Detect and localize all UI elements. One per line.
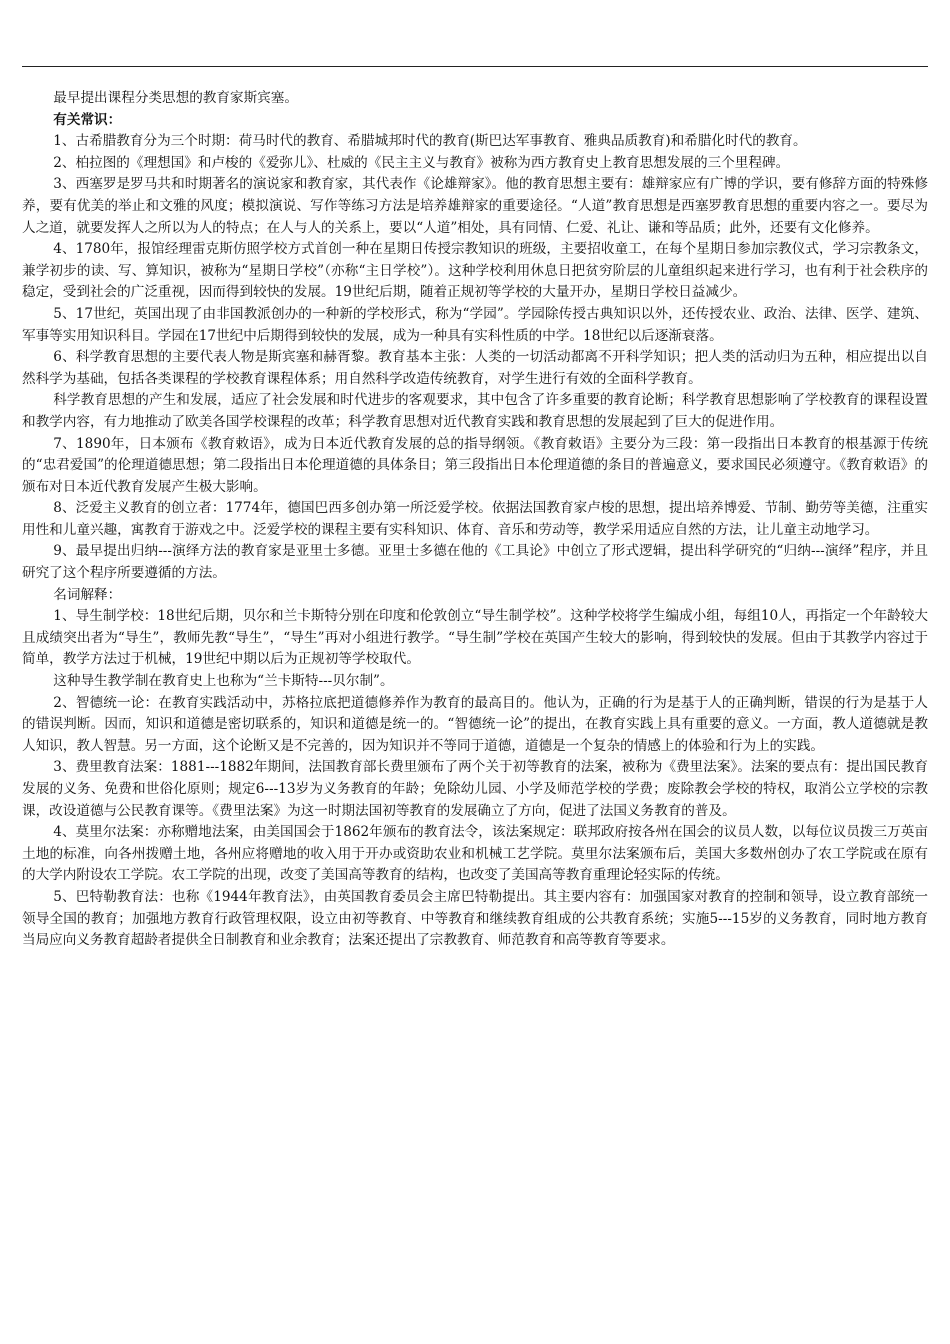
header-rule: [22, 66, 928, 67]
term-item-2: 2、智德统一论：在教育实践活动中，苏格拉底把道德修养作为教育的最高目的。他认为，正确的行为是基于人的正确判断，错误的行为是基于人的错误判断。因而，知识和道德是密切联系的，知识和道德是统一的。“智德统一论”的提出，在教育实践上具有重要的意义。一方面，教人道德就是教人知识，教人智慧。另一方面，这个论断又是不完善的，因为知识并不等同于道德，道德是一个复杂的情感上的体验和行为上的实践。: [22, 694, 928, 754]
term-item-5: 5、巴特勒教育法：也称《1944年教育法》，由英国教育委员会主席巴特勒提出。其主要内容有：加强国家对教育的控制和领导，设立教育部统一领导全国的教育；加强地方教育行政管理权限，设立由初等教育、中等教育和继续教育组成的公共教育系统；实施5---15岁的义务教育，同时地方教育当局应向义务教育超龄者提供全日制教育和业余教育；法案还提出了宗教教育、师范教育和高等教育等要求。: [22, 888, 928, 949]
section-heading-terms: 名词解释：: [53, 586, 122, 603]
common-item-8: 8、泛爱主义教育的创立者：1774年，德国巴西多创办第一所泛爱学校。依据法国教育家卢梭的思想，提出培养博爱、节制、勤劳等美德，注重实用性和儿童兴趣，寓教育于游戏之中。泛爱学校的课程主要有实科知识、体育、音乐和劳动等，教学采用适应自然的方法，让儿童主动地学习。: [22, 500, 928, 538]
common-item-4: 4、1780年，报馆经理雷克斯仿照学校方式首创一种在星期日传授宗教知识的班级，主要招收童工，在每个星期日参加宗教仪式，学习宗教条文，兼学初步的读、写、算知识，被称为“星期日学校”（亦称“主日学校”）。这种学校利用休息日把贫穷阶层的儿童组织起来进行学习，也有利于社会秩序的稳定，受到社会的广泛重视，因而得到较快的发展。19世纪后期，随着正规初等学校的大量开办，星期日学校日益减少。: [22, 241, 928, 301]
common-item-6: 6、科学教育思想的主要代表人物是斯宾塞和赫胥黎。教育基本主张：人类的一切活动都离不开科学知识；把人类的活动归为五种，相应提出以自然科学为基础，包括各类课程的学校教育课程体系；用自然科学改造传统教育，对学生进行有效的全面科学教育。: [22, 349, 928, 387]
common-item-2: 2、柏拉图的《理想国》和卢梭的《爱弥儿》、杜威的《民主主义与教育》被称为西方教育史上教育思想发展的三个里程碑。: [53, 154, 790, 171]
intro-paragraph: 最早提出课程分类思想的教育家斯宾塞。: [53, 90, 298, 106]
common-item-5: 5、17世纪，英国出现了由非国教派创办的一种新的学校形式，称为“学园”。学园除传授古典知识以外，还传授农业、政治、法律、医学、建筑、军事等实用知识科目。学园在17世纪中后期得到较快的发展，成为一种具有实科性质的中学。18世纪以后逐渐衰落。: [22, 305, 928, 344]
common-item-1: 1、古希腊教育分为三个时期：荷马时代的教育、希腊城邦时代的教育(斯巴达军事教育、雅典品质教育)和希腊化时代的教育。: [53, 133, 807, 150]
term-item-3: 3、费里教育法案：1881---1882年期间，法国教育部长费里颁布了两个关于初等教育的法案，被称为《费里法案》。法案的要点有：提出国民教育发展的义务、免费和世俗化原则；规定6---13岁为义务教育的年龄；免除幼儿园、小学及师范学校的学费；废除教会学校的特权，取消公立学校的宗教课，改设道德与公民教育课等。《费里法案》为这一时期法国初等教育的发展确立了方向，促进了法国义务教育的普及。: [22, 759, 928, 819]
common-item-6-continued: 科学教育思想的产生和发展，适应了社会发展和时代进步的客观要求，其中包含了许多重要的教育论断；科学教育思想影响了学校教育的课程设置和教学内容，有力地推动了欧美各国学校课程的改革；科学教育思想对近代教育实践和教育思想的发展起到了巨大的促进作用。: [22, 392, 928, 430]
document-body: [22, 88, 928, 952]
common-item-3: 3、西塞罗是罗马共和时期著名的演说家和教育家，其代表作《论雄辩家》。他的教育思想主要有：雄辩家应有广博的学识，要有修辞方面的特殊修养，要有优美的举止和文雅的风度；模拟演说、写作等练习方法是培养雄辩家的重要途径。“人道”教育思想是西塞罗教育思想的重要内容之一。要尽为人之道，就要发挥人之所以为人的特点；在人与人的关系上，要以“人道”相处，具有同情、仁爱、礼让、谦和等品质；此外，还要有文化修养。: [22, 176, 928, 236]
term-item-1: 1、导生制学校：18世纪后期，贝尔和兰卡斯特分别在印度和伦敦创立“导生制学校”。这种学校将学生编成小组，每组10人，再指定一个年龄较大且成绩突出者为“导生”，教师先教“导生”，“导生”再对小组进行教学。“导生制”学校在英国产生较大的影响，得到较快的发展。但由于其教学内容过于简单，教学方法过于机械，19世纪中期以后为正规初等学校取代。: [22, 608, 928, 668]
term-item-1-continued: 这种导生教学制在教育史上也称为“兰卡斯特---贝尔制”。: [53, 673, 394, 690]
common-item-7: 7、1890年，日本颁布《教育敕语》，成为日本近代教育发展的总的指导纲领。《教育敕语》主要分为三段：第一段指出日本教育的根基源于传统的“忠君爱国”的伦理道德思想；第二段指出日本伦理道德的具体条目；第三段指出日本伦理道德的条目的普遍意义，要求国民必须遵守。《教育敕语》的颁布对日本近代教育发展产生极大影响。: [22, 435, 928, 495]
section-heading-common: 有关常识：: [53, 111, 122, 128]
common-item-9: 9、最早提出归纳---演绎方法的教育家是亚里士多德。亚里士多德在他的《工具论》中创立了形式逻辑，提出科学研究的“归纳---演绎”程序，并且研究了这个程序所要遵循的方法。: [22, 543, 928, 582]
term-item-4: 4、莫里尔法案：亦称赠地法案，由美国国会于1862年颁布的教育法令，该法案规定：联邦政府按各州在国会的议员人数，以每位议员拨三万英亩土地的标准，向各州拨赠土地，各州应将赠地的收入用于开办或资助农业和机械工艺学院。莫里尔法案颁布后，美国大多数州创办了农工学院或在原有的大学内附设农工学院。农工学院的出现，改变了美国高等教育的结构，也改变了美国高等教育重理论轻实际的传统。: [22, 824, 928, 884]
